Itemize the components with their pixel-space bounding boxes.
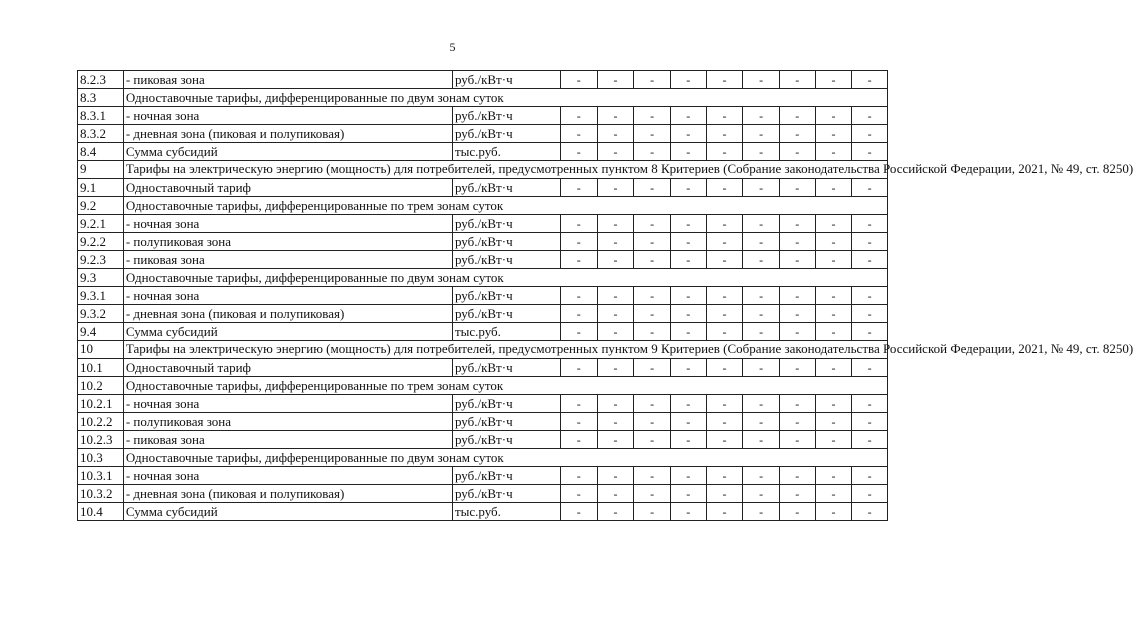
row-unit: руб./кВт·ч — [452, 305, 560, 323]
row-unit: руб./кВт·ч — [452, 287, 560, 305]
row-label: Одноставочный тариф — [123, 179, 452, 197]
value-cell: - — [560, 287, 597, 305]
value-cell: - — [852, 485, 888, 503]
row-unit: руб./кВт·ч — [452, 467, 560, 485]
value-cell: - — [560, 125, 597, 143]
value-cell: - — [634, 413, 671, 431]
value-cell: - — [743, 287, 780, 305]
value-cell: - — [560, 431, 597, 449]
value-cell: - — [743, 503, 780, 521]
value-cell: - — [743, 107, 780, 125]
value-cell: - — [634, 215, 671, 233]
row-label: - пиковая зона — [123, 71, 452, 89]
value-cell: - — [852, 107, 888, 125]
value-cell: - — [560, 305, 597, 323]
row-unit: руб./кВт·ч — [452, 107, 560, 125]
value-cell: - — [706, 395, 743, 413]
row-number: 9.3 — [78, 269, 124, 287]
table-row — [78, 215, 888, 233]
value-cell: - — [634, 143, 671, 161]
value-cell: - — [670, 395, 706, 413]
row-unit: тыс.руб. — [452, 323, 560, 341]
value-cell: - — [560, 179, 597, 197]
value-cell: - — [706, 215, 743, 233]
value-cell: - — [670, 305, 706, 323]
row-number: 10.1 — [78, 359, 124, 377]
value-cell: - — [852, 71, 888, 89]
row-number: 10.2.2 — [78, 413, 124, 431]
value-cell: - — [815, 503, 852, 521]
value-cell: - — [779, 107, 815, 125]
value-cell: - — [634, 251, 671, 269]
value-cell: - — [560, 485, 597, 503]
value-cell: - — [560, 143, 597, 161]
value-cell: - — [670, 467, 706, 485]
value-cell: - — [779, 251, 815, 269]
table-row — [78, 359, 888, 377]
value-cell: - — [779, 179, 815, 197]
row-label: Сумма субсидий — [123, 323, 452, 341]
value-cell: - — [597, 251, 634, 269]
value-cell: - — [706, 251, 743, 269]
value-cell: - — [852, 215, 888, 233]
row-number: 9.1 — [78, 179, 124, 197]
value-cell: - — [706, 287, 743, 305]
row-label: - ночная зона — [123, 395, 452, 413]
row-unit: руб./кВт·ч — [452, 395, 560, 413]
tariff-table-body — [78, 71, 1133, 521]
row-number: 9.2 — [78, 197, 124, 215]
value-cell: - — [706, 323, 743, 341]
value-cell: - — [560, 233, 597, 251]
value-cell: - — [560, 503, 597, 521]
row-label: - дневная зона (пиковая и полупиковая) — [123, 485, 452, 503]
row-unit: тыс.руб. — [452, 143, 560, 161]
value-cell: - — [815, 107, 852, 125]
value-cell: - — [634, 323, 671, 341]
row-unit: тыс.руб. — [452, 503, 560, 521]
value-cell: - — [670, 107, 706, 125]
row-unit: руб./кВт·ч — [452, 125, 560, 143]
row-number: 9.4 — [78, 323, 124, 341]
page-number: 5 — [449, 40, 456, 54]
row-label: - ночная зона — [123, 215, 452, 233]
value-cell: - — [779, 71, 815, 89]
subsection-heading: Одноставочные тарифы, дифференцированные по трем зонам суток — [123, 377, 887, 395]
row-label: - полупиковая зона — [123, 233, 452, 251]
value-cell: - — [852, 179, 888, 197]
value-cell: - — [815, 233, 852, 251]
value-cell: - — [852, 233, 888, 251]
value-cell: - — [670, 287, 706, 305]
value-cell: - — [779, 233, 815, 251]
value-cell: - — [634, 467, 671, 485]
value-cell: - — [779, 323, 815, 341]
table-row — [78, 107, 888, 125]
row-label: - ночная зона — [123, 107, 452, 125]
row-number: 10.2.1 — [78, 395, 124, 413]
value-cell: - — [706, 143, 743, 161]
value-cell: - — [560, 323, 597, 341]
row-number: 9.3.2 — [78, 305, 124, 323]
value-cell: - — [743, 485, 780, 503]
value-cell: - — [597, 179, 634, 197]
value-cell: - — [597, 107, 634, 125]
value-cell: - — [779, 413, 815, 431]
value-cell: - — [779, 287, 815, 305]
value-cell: - — [670, 251, 706, 269]
section-heading: Тарифы на электрическую энергию (мощность) для потребителей, предусмотренных пунктом 9 Критериев (Собрание законодательства Российской Федерации, 2021, № 49, ст. 8250) — [123, 341, 887, 359]
value-cell: - — [706, 485, 743, 503]
row-unit: руб./кВт·ч — [452, 215, 560, 233]
row-number: 10 — [78, 341, 124, 359]
value-cell: - — [743, 251, 780, 269]
value-cell: - — [852, 125, 888, 143]
value-cell: - — [597, 485, 634, 503]
value-cell: - — [706, 179, 743, 197]
value-cell: - — [743, 305, 780, 323]
row-number: 8.3.2 — [78, 125, 124, 143]
row-number: 9.2.2 — [78, 233, 124, 251]
row-number: 8.2.3 — [78, 71, 124, 89]
row-number: 8.3.1 — [78, 107, 124, 125]
section-heading: Тарифы на электрическую энергию (мощность) для потребителей, предусмотренных пунктом 8 Критериев (Собрание законодательства Российской Федерации, 2021, № 49, ст. 8250) — [123, 161, 887, 179]
table-row — [78, 485, 888, 503]
value-cell: - — [779, 143, 815, 161]
table-row — [78, 251, 888, 269]
value-cell: - — [815, 413, 852, 431]
value-cell: - — [670, 359, 706, 377]
value-cell: - — [815, 179, 852, 197]
value-cell: - — [852, 413, 888, 431]
value-cell: - — [597, 359, 634, 377]
value-cell: - — [815, 305, 852, 323]
value-cell: - — [779, 431, 815, 449]
value-cell: - — [670, 215, 706, 233]
value-cell: - — [560, 395, 597, 413]
value-cell: - — [560, 467, 597, 485]
value-cell: - — [743, 431, 780, 449]
value-cell: - — [743, 215, 780, 233]
table-row — [78, 89, 888, 107]
tariff-table — [77, 70, 1133, 521]
row-label: - ночная зона — [123, 287, 452, 305]
row-label: - пиковая зона — [123, 431, 452, 449]
row-label: - полупиковая зона — [123, 413, 452, 431]
value-cell: - — [815, 431, 852, 449]
value-cell: - — [779, 485, 815, 503]
row-label: - ночная зона — [123, 467, 452, 485]
table-row — [78, 467, 888, 485]
table-row — [78, 305, 888, 323]
row-label: - дневная зона (пиковая и полупиковая) — [123, 305, 452, 323]
value-cell: - — [597, 215, 634, 233]
value-cell: - — [634, 233, 671, 251]
subsection-heading: Одноставочные тарифы, дифференцированные по трем зонам суток — [123, 197, 887, 215]
value-cell: - — [634, 287, 671, 305]
value-cell: - — [743, 467, 780, 485]
value-cell: - — [670, 71, 706, 89]
value-cell: - — [560, 215, 597, 233]
value-cell: - — [560, 107, 597, 125]
value-cell: - — [670, 143, 706, 161]
value-cell: - — [743, 143, 780, 161]
row-label: Одноставочный тариф — [123, 359, 452, 377]
row-number: 10.4 — [78, 503, 124, 521]
value-cell: - — [597, 413, 634, 431]
value-cell: - — [815, 215, 852, 233]
row-label: Сумма субсидий — [123, 143, 452, 161]
table-row — [78, 143, 888, 161]
value-cell: - — [815, 143, 852, 161]
value-cell: - — [597, 233, 634, 251]
value-cell: - — [634, 395, 671, 413]
value-cell: - — [852, 323, 888, 341]
row-number: 10.3.1 — [78, 467, 124, 485]
row-number: 10.3 — [78, 449, 124, 467]
row-unit: руб./кВт·ч — [452, 233, 560, 251]
value-cell: - — [779, 467, 815, 485]
value-cell: - — [815, 395, 852, 413]
value-cell: - — [634, 485, 671, 503]
value-cell: - — [634, 305, 671, 323]
value-cell: - — [852, 359, 888, 377]
row-unit: руб./кВт·ч — [452, 485, 560, 503]
value-cell: - — [597, 125, 634, 143]
table-row — [78, 413, 888, 431]
subsection-heading: Одноставочные тарифы, дифференцированные по двум зонам суток — [123, 89, 887, 107]
value-cell: - — [634, 107, 671, 125]
value-cell: - — [743, 395, 780, 413]
table-row — [78, 71, 888, 89]
table-row — [78, 431, 888, 449]
value-cell: - — [670, 485, 706, 503]
value-cell: - — [706, 503, 743, 521]
row-unit: руб./кВт·ч — [452, 251, 560, 269]
value-cell: - — [634, 503, 671, 521]
value-cell: - — [779, 395, 815, 413]
value-cell: - — [743, 233, 780, 251]
value-cell: - — [852, 431, 888, 449]
value-cell: - — [597, 467, 634, 485]
value-cell: - — [743, 359, 780, 377]
value-cell: - — [706, 125, 743, 143]
value-cell: - — [852, 503, 888, 521]
value-cell: - — [779, 125, 815, 143]
value-cell: - — [597, 323, 634, 341]
row-label: Сумма субсидий — [123, 503, 452, 521]
value-cell: - — [597, 305, 634, 323]
value-cell: - — [779, 359, 815, 377]
value-cell: - — [706, 71, 743, 89]
table-row — [78, 323, 888, 341]
value-cell: - — [779, 503, 815, 521]
value-cell: - — [597, 71, 634, 89]
value-cell: - — [706, 413, 743, 431]
row-unit: руб./кВт·ч — [452, 431, 560, 449]
value-cell: - — [706, 359, 743, 377]
value-cell: - — [852, 305, 888, 323]
table-row — [78, 179, 888, 197]
value-cell: - — [597, 503, 634, 521]
row-unit: руб./кВт·ч — [452, 71, 560, 89]
value-cell: - — [779, 215, 815, 233]
value-cell: - — [670, 323, 706, 341]
value-cell: - — [670, 179, 706, 197]
value-cell: - — [815, 251, 852, 269]
value-cell: - — [597, 287, 634, 305]
row-number: 10.3.2 — [78, 485, 124, 503]
value-cell: - — [670, 503, 706, 521]
row-number: 10.2 — [78, 377, 124, 395]
value-cell: - — [815, 287, 852, 305]
value-cell: - — [597, 395, 634, 413]
value-cell: - — [560, 413, 597, 431]
table-row — [78, 449, 888, 467]
row-label: - пиковая зона — [123, 251, 452, 269]
row-number: 9.3.1 — [78, 287, 124, 305]
row-number: 9 — [78, 161, 124, 179]
table-row — [78, 503, 888, 521]
value-cell: - — [560, 251, 597, 269]
value-cell: - — [815, 467, 852, 485]
value-cell: - — [815, 359, 852, 377]
table-row — [78, 341, 888, 359]
value-cell: - — [852, 467, 888, 485]
row-number: 9.2.1 — [78, 215, 124, 233]
value-cell: - — [815, 485, 852, 503]
value-cell: - — [634, 179, 671, 197]
value-cell: - — [670, 431, 706, 449]
row-unit: руб./кВт·ч — [452, 413, 560, 431]
value-cell: - — [743, 125, 780, 143]
table-row — [78, 161, 888, 179]
value-cell: - — [634, 125, 671, 143]
value-cell: - — [852, 395, 888, 413]
value-cell: - — [706, 233, 743, 251]
row-number: 9.2.3 — [78, 251, 124, 269]
value-cell: - — [560, 359, 597, 377]
row-number: 8.4 — [78, 143, 124, 161]
value-cell: - — [743, 323, 780, 341]
table-row — [78, 125, 888, 143]
row-number: 8.3 — [78, 89, 124, 107]
value-cell: - — [852, 143, 888, 161]
table-row — [78, 377, 888, 395]
value-cell: - — [852, 251, 888, 269]
row-label: - дневная зона (пиковая и полупиковая) — [123, 125, 452, 143]
table-row — [78, 287, 888, 305]
value-cell: - — [634, 71, 671, 89]
table-row — [78, 233, 888, 251]
row-number: 10.2.3 — [78, 431, 124, 449]
table-row — [78, 395, 888, 413]
value-cell: - — [815, 71, 852, 89]
value-cell: - — [852, 287, 888, 305]
value-cell: - — [670, 125, 706, 143]
value-cell: - — [743, 71, 780, 89]
value-cell: - — [815, 125, 852, 143]
value-cell: - — [634, 431, 671, 449]
subsection-heading: Одноставочные тарифы, дифференцированные по двум зонам суток — [123, 449, 887, 467]
value-cell: - — [706, 305, 743, 323]
value-cell: - — [597, 143, 634, 161]
row-unit: руб./кВт·ч — [452, 359, 560, 377]
row-unit: руб./кВт·ч — [452, 179, 560, 197]
value-cell: - — [634, 359, 671, 377]
value-cell: - — [743, 413, 780, 431]
value-cell: - — [779, 305, 815, 323]
value-cell: - — [597, 431, 634, 449]
value-cell: - — [706, 107, 743, 125]
value-cell: - — [560, 71, 597, 89]
table-row — [78, 269, 888, 287]
value-cell: - — [743, 179, 780, 197]
value-cell: - — [815, 323, 852, 341]
value-cell: - — [706, 467, 743, 485]
value-cell: - — [670, 413, 706, 431]
table-row — [78, 197, 888, 215]
value-cell: - — [670, 233, 706, 251]
subsection-heading: Одноставочные тарифы, дифференцированные по двум зонам суток — [123, 269, 887, 287]
value-cell: - — [706, 431, 743, 449]
